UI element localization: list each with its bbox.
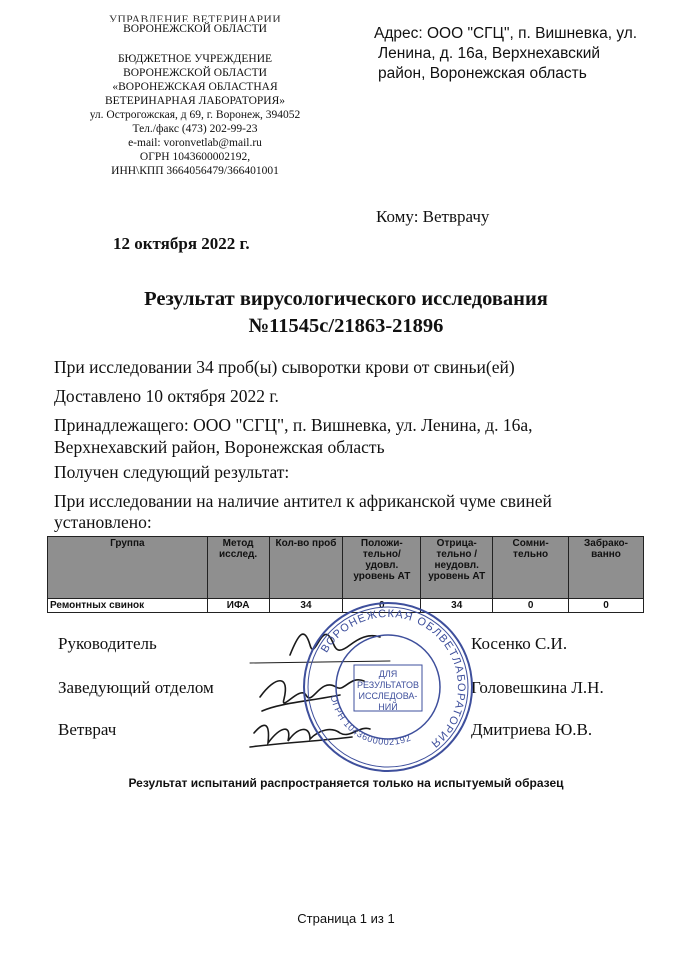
- recipient-address-line3: район, Воронежская область: [378, 65, 587, 82]
- sender-inn: ИНН\КПП 3664056479/366401001: [111, 165, 279, 177]
- table-cell: 34: [421, 599, 493, 613]
- organization-seal: [298, 597, 478, 777]
- body-test-line1: При исследовании на наличие антител к африканской чуме свиней: [54, 491, 552, 511]
- table-header-cell: Метод исслед.: [207, 537, 269, 599]
- sender-phone: Тел./факс (473) 202-99-23: [132, 123, 258, 135]
- body-owner-line1: Принадлежащего: ООО "СГЦ", п. Вишневка, ул. Ленина, д. 16а,: [54, 415, 533, 435]
- document-title: Результат вирусологического исследования: [144, 288, 548, 310]
- table-header-row: [48, 537, 644, 599]
- body-owner-line2: Верхнехавский район, Воронежская область: [54, 437, 385, 457]
- seal-ring-ogrn: ОГРН 1043600002192: [328, 694, 413, 748]
- sender-address: ул. Острогожская, д 69, г. Воронеж, 394052: [89, 109, 301, 121]
- seal-center-line4: НИЙ: [378, 702, 398, 712]
- sender-ogrn: ОГРН 1043600002192,: [139, 151, 251, 163]
- signature-role-vet: Ветврач: [58, 720, 117, 739]
- footer-disclaimer: Результат испытаний распространяется только на испытуемый образец: [128, 776, 564, 790]
- table-cell: 34: [269, 599, 343, 613]
- signature-role-head: Руководитель: [58, 634, 157, 653]
- table-header-cell: Забрако-ванно: [569, 537, 644, 599]
- recipient-to: Кому: Ветврачу: [376, 207, 490, 226]
- table-header-cell: Группа: [48, 537, 208, 599]
- document-number: №11545с/21863-21896: [248, 315, 444, 337]
- table-cell: ИФА: [207, 599, 269, 613]
- page-number: Страница 1 из 1: [297, 911, 395, 926]
- table-cell: 0: [493, 599, 569, 613]
- body-result-intro: Получен следующий результат:: [54, 462, 290, 482]
- table-header-cell: Отрица-тельно / неудовл. уровень АТ: [421, 537, 493, 599]
- sender-org-line1: БЮДЖЕТНОЕ УЧРЕЖДЕНИЕ: [117, 53, 273, 65]
- sender-org-line4: ВЕТЕРИНАРНАЯ ЛАБОРАТОРИЯ»: [104, 95, 286, 107]
- seal-ring-text: ВОРОНЕЖСКАЯ ОБЛВЕТЛАБОРАТОРИЯ: [318, 607, 468, 751]
- signature-name-department: Головешкина Л.Н.: [471, 678, 604, 697]
- recipient-address-line1: Адрес: ООО "СГЦ", п. Вишневка, ул.: [374, 25, 638, 42]
- svg-text:ОГРН 1043600002192: [329, 694, 413, 747]
- document-date: 12 октября 2022 г.: [113, 234, 250, 253]
- table-header-cell: Положи-тельно/ удовл. уровень АТ: [343, 537, 421, 599]
- body-test-line2: установлено:: [54, 512, 152, 532]
- sender-parent-org: УПРАВЛЕНИЕ ВЕТЕРИНАРИИ: [108, 14, 282, 22]
- table-cell: Ремонтных свинок: [48, 599, 208, 613]
- sender-org-line3: «ВОРОНЕЖСКАЯ ОБЛАСТНАЯ: [112, 81, 278, 93]
- signature-role-department: Заведующий отделом: [58, 678, 214, 697]
- body-samples: При исследовании 34 проб(ы) сыворотки крови от свиньи(ей): [54, 357, 515, 377]
- table-cell: 0: [343, 599, 421, 613]
- table-header-cell: Кол-во проб: [269, 537, 343, 599]
- table-cell: 0: [569, 599, 644, 613]
- seal-center-line2: РЕЗУЛЬТАТОВ: [356, 680, 420, 690]
- recipient-address-line2: Ленина, д. 16а, Верхнехавский: [378, 45, 601, 62]
- recipient-address: [374, 24, 674, 84]
- sender-email: e-mail: voronvetlab@mail.ru: [128, 137, 262, 149]
- signature-name-vet: Дмитриева Ю.В.: [471, 720, 593, 739]
- seal-center-line1: ДЛЯ: [378, 669, 398, 679]
- seal-center-line3: ИССЛЕДОВА-: [358, 691, 418, 701]
- sender-region: ВОРОНЕЖСКОЙ ОБЛАСТИ: [123, 23, 267, 35]
- sender-org-line2: ВОРОНЕЖСКОЙ ОБЛАСТИ: [123, 67, 267, 79]
- sender-block: [60, 14, 330, 178]
- table-header-cell: Сомни-тельно: [493, 537, 569, 599]
- signature-name-head: Косенко С.И.: [471, 634, 568, 653]
- body-delivered: Доставлено 10 октября 2022 г.: [54, 386, 279, 406]
